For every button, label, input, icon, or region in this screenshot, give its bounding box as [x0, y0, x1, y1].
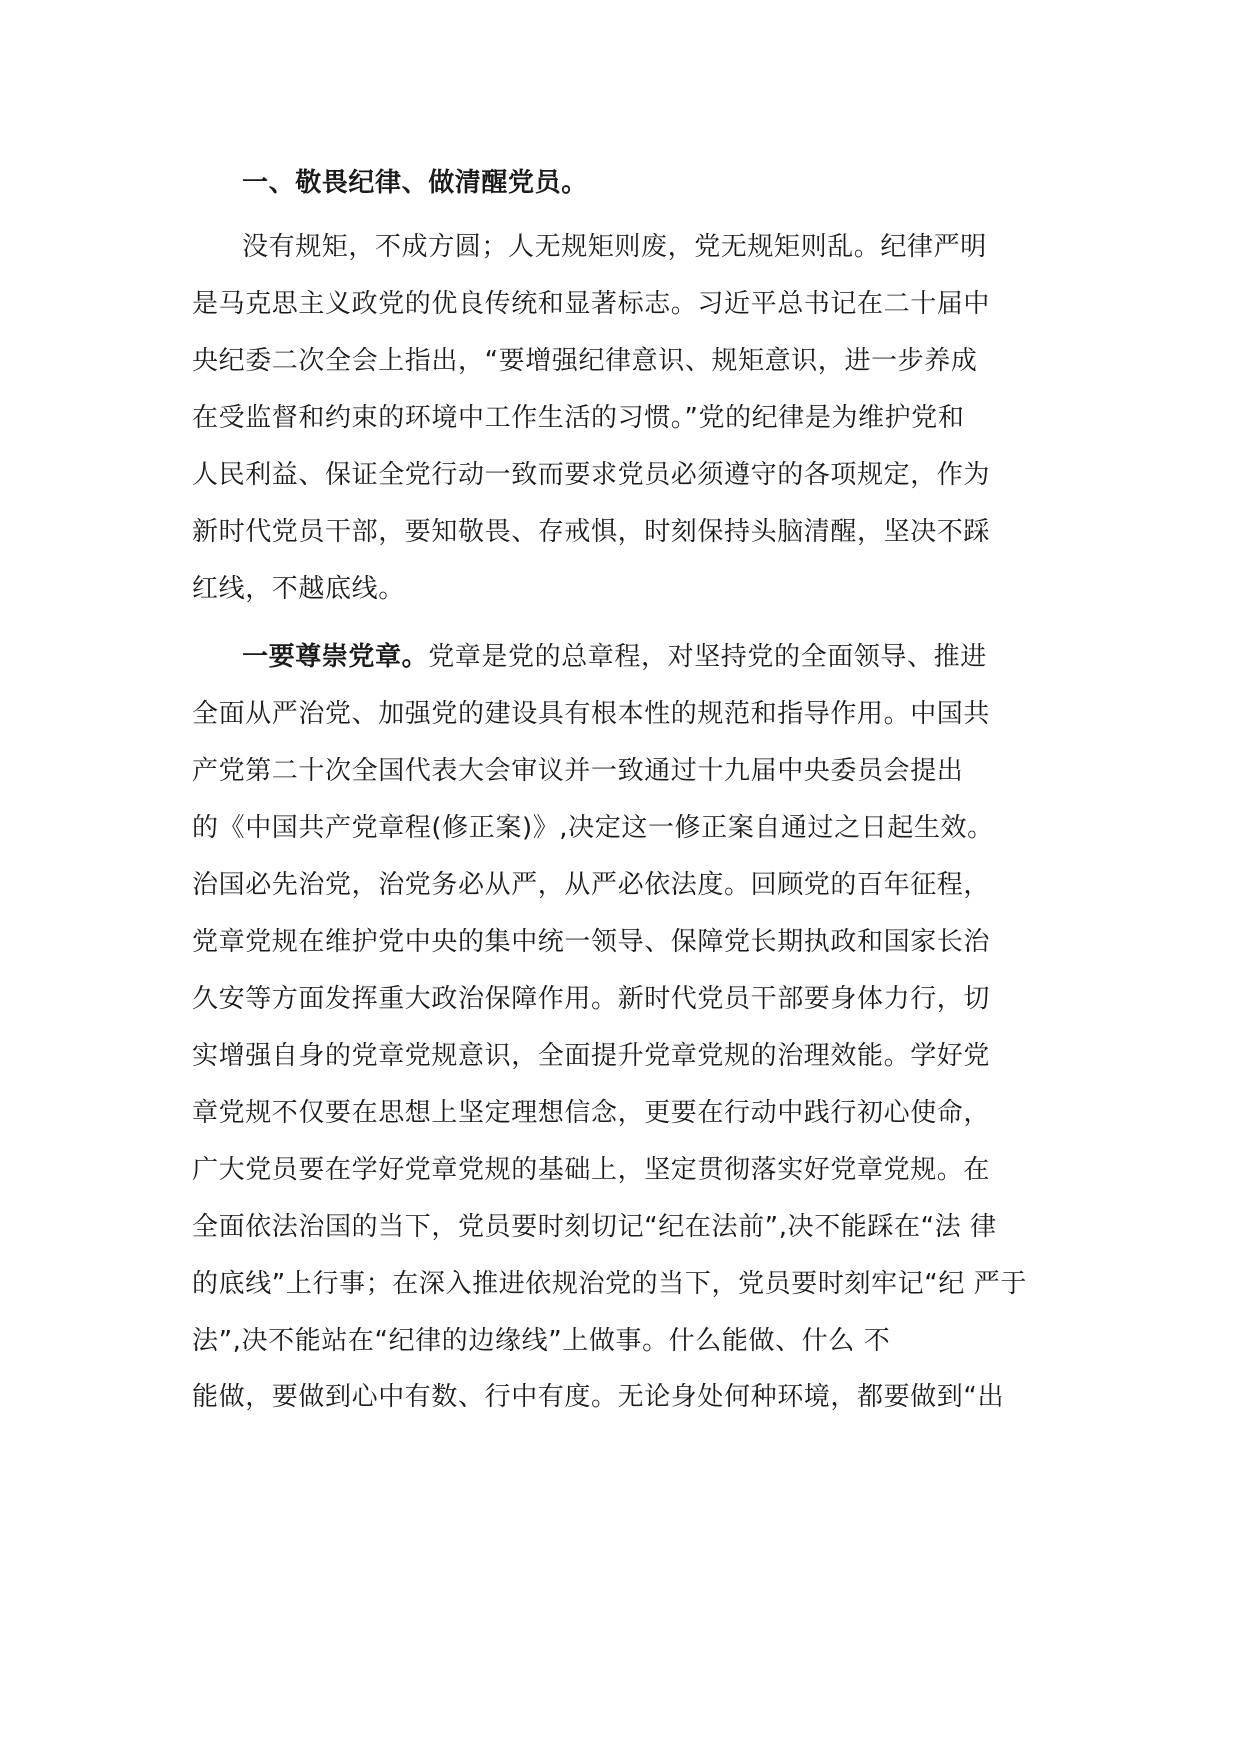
text-line: 久安等方面发挥重大政治保障作用。新时代党员干部要身体力行，切 [192, 984, 991, 1014]
text-line: 党章党规在维护党中央的集中统一领导、保障党长期执政和国家长治 [192, 927, 991, 957]
text-line: 人民利益、保证全党行动一致而要求党员必须遵守的各项规定，作为 [192, 460, 991, 490]
text-line: 的底线”上行事；在深入推进依规治党的当下，党员要时刻牢记“纪 严于 [192, 1269, 1028, 1299]
text-line: 央纪委二次全会上指出，“要增强纪律意识、规矩意识，进一步养成 [192, 346, 978, 376]
text-line: 在受监督和约束的环境中工作生活的习惯。”党的纪律是为维护党和 [192, 403, 965, 433]
paragraph-lead: 一要尊崇党章。 [242, 642, 429, 672]
text-line: 没有规矩，不成方圆；人无规矩则废，党无规矩则乱。纪律严明 [242, 232, 987, 262]
text-line: 治国必先治党，治党务必从严，从严必依法度。回顾党的百年征程， [192, 870, 991, 900]
text-line: 新时代党员干部，要知敬畏、存戒惧，时刻保持头脑清醒，坚决不踩 [192, 517, 991, 547]
text-line: 全面依法治国的当下，党员要时刻切记“纪在法前”,决不能踩在“法 律 [192, 1212, 997, 1242]
text-line: 的《中国共产党章程(修正案)》,决定这一修正案自通过之日起生效。 [192, 813, 994, 843]
text-line: 章党规不仅要在思想上坚定理想信念，更要在行动中践行初心使命， [192, 1098, 991, 1128]
text-line [242, 640, 987, 674]
text-line: 是马克思主义政党的优良传统和显著标志。习近平总书记在二十届中 [192, 289, 991, 319]
text-line: 能做，要做到心中有数、行中有度。无论身处何种环境，都要做到“出 [192, 1382, 1005, 1412]
text-line: 全面从严治党、加强党的建设具有根本性的规范和指导作用。中国共 [192, 699, 991, 729]
paragraph-lead-rest: 党章是党的总章程，对坚持党的全面领导、推进 [428, 642, 987, 672]
text-line: 实增强自身的党章党规意识，全面提升党章党规的治理效能。学好党 [192, 1041, 991, 1071]
text-line: 法”,决不能站在“纪律的边缘线”上做事。什么能做、什么 不 [192, 1326, 891, 1356]
text-line: 产党第二十次全国代表大会审议并一致通过十九届中央委员会提出 [192, 756, 964, 786]
text-line: 广大党员要在学好党章党规的基础上，坚定贯彻落实好党章党规。在 [192, 1155, 991, 1185]
text-line: 红线，不越底线。 [192, 574, 405, 604]
section-heading: 一、敬畏纪律、做清醒党员。 [242, 168, 588, 198]
